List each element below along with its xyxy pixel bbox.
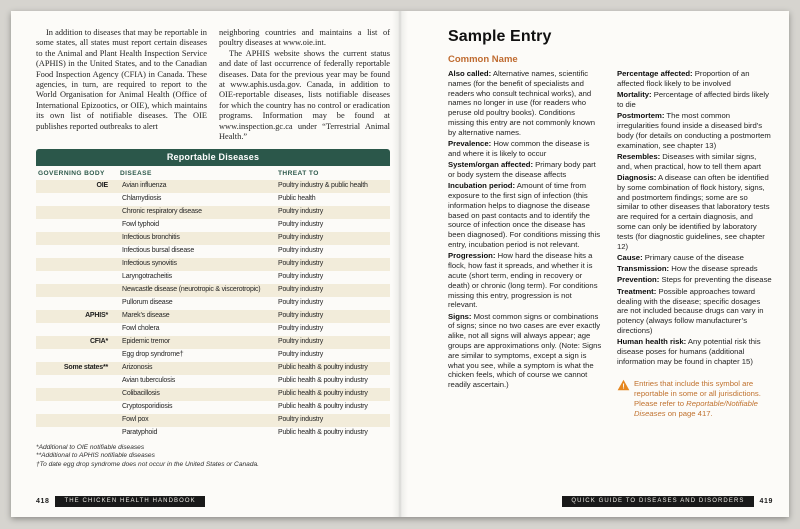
- entry-label: Progression:: [448, 251, 496, 261]
- entry: [617, 264, 772, 274]
- threat-cell: Poultry industry: [278, 260, 324, 268]
- entry-label: System/organ affected:: [448, 160, 534, 170]
- threat-cell: Public health & poultry industry: [278, 403, 368, 411]
- entry-text: Most common signs or combinations of signs; since no two cases are ever exactly alike, not all signs will always appear; age groups are approximations only. (Note: Signs are similar to symptoms, except a sign is what you see, while a symptom is what the chicken feels, which of course we cannot readily ascertain.): [448, 311, 602, 390]
- note-text-end: on page 417.: [665, 408, 713, 418]
- threat-cell: Poultry industry: [278, 221, 324, 229]
- entry-text: The most common irregularities found inside a diseased bird’s body (for details on conducting a postmortem examination, see chapter 13): [617, 111, 771, 150]
- threat-cell: Public health & poultry industry: [278, 429, 368, 437]
- entry: [448, 251, 603, 310]
- entry-text: Alternative names, scientific names (for the benefit of specialists and readers who consult technical works), and names no longer in use (for readers who peruse old poultry books). Conditions missing this entry are not commonly known by alternative names.: [448, 69, 595, 137]
- threat-cell: Poultry industry: [278, 286, 324, 294]
- table-footnotes: [36, 444, 390, 469]
- column-header-governing-body: GOVERNING BODY: [38, 169, 105, 177]
- threat-cell: Poultry industry: [278, 208, 324, 216]
- threat-cell: Poultry industry: [278, 273, 324, 281]
- footnote: **Additional to APHIS notifiable diseases: [36, 452, 155, 460]
- table-row: [36, 284, 390, 297]
- governing-body-cell: CFIA*: [89, 338, 108, 346]
- reportable-diseases-table: [36, 149, 390, 440]
- table-row: [36, 427, 390, 440]
- disease-cell: Fowl pox: [122, 416, 149, 424]
- entries-column-2: [617, 69, 772, 419]
- note-link-text: Reportable/Notifiable Diseases: [634, 398, 758, 418]
- page-number: 418: [36, 497, 50, 505]
- table-row: [36, 219, 390, 232]
- threat-cell: Poultry industry: [278, 299, 324, 307]
- reportable-note: [617, 379, 772, 419]
- entry-label: Incubation period:: [448, 181, 516, 191]
- disease-cell: Infectious bronchitis: [122, 234, 180, 242]
- disease-cell: Pullorum disease: [122, 299, 173, 307]
- entry-label: Resembles:: [617, 151, 661, 161]
- threat-cell: Poultry industry: [278, 234, 324, 242]
- entry-text: Diseases with similar signs, and, when practical, how to tell them apart: [617, 151, 762, 171]
- disease-cell: Infectious synovitis: [122, 260, 177, 268]
- entry-label: Mortality:: [617, 90, 652, 100]
- intro-paragraph-1: In addition to diseases that may be reportable in some states, all states must report certain diseases to the Animal and Plant Health Inspection Service (APHIS) in the United States, and to the Canadian Food Inspection Agency (CFIA) in Canada. These agencies, in turn, are required to report to the World Organisation for Animal Health (Office of International Epizootics, or OIE), which maintains its own list of notifiable diseases. The OIE publishes reported outbreaks to alert: [36, 28, 207, 131]
- entry-text: How the disease spreads: [671, 264, 758, 274]
- entry-text: A disease can often be identified by some combination of flock history, signs, and postmortem findings; some are so similar to other diseases that laboratory tests are required for a certain diagnosis, and some can only be identified by laboratory tests (for diagnostic guidelines, see chapter 12): [617, 172, 770, 251]
- intro-paragraph-3: The APHIS website shows the current status and date of last occurrence of federally reportable diseases. Data for the previous year may be found at www.aphis.usda.gov. Canada, in addition to OIE-reportable diseases, lists notifiable diseases for which the country has no control or eradication programs. Information may be found at www.inspection.gc.ca under “Terrestrial Animal Health.”: [219, 48, 390, 142]
- disease-cell: Chlamydiosis: [122, 195, 162, 203]
- table-header-row: [36, 166, 390, 180]
- entry-text: Primary cause of the disease: [644, 252, 744, 262]
- entry: [617, 173, 772, 251]
- table-title: Reportable Diseases: [36, 149, 390, 166]
- entry-label: Diagnosis:: [617, 172, 657, 182]
- disease-cell: Fowl typhoid: [122, 221, 159, 229]
- book-title-bar: THE CHICKEN HEALTH HANDBOOK: [55, 496, 204, 508]
- warning-icon: [617, 379, 630, 391]
- entry-label: Transmission:: [617, 264, 670, 274]
- right-footer: [562, 496, 773, 508]
- entry-text: Primary body part or body system the disease affects: [448, 160, 596, 179]
- entry-text: How hard the disease hits a flock, how fast it spreads, and whether it is acute (short term, ending in recovery or death) or chronic (long term). For conditions missing this entry, progression is not relevant.: [448, 251, 598, 310]
- disease-cell: Paratyphoid: [122, 429, 158, 437]
- section-title-bar: QUICK GUIDE TO DISEASES AND DISORDERS: [562, 496, 753, 508]
- disease-cell: Marek’s disease: [122, 312, 170, 320]
- entries-column-1: [448, 69, 603, 419]
- intro-paragraph-2: neighboring countries and maintains a list of poultry diseases at www.oie.int.: [219, 28, 390, 48]
- disease-cell: Newcastle disease (neurotropic & viscerotropic): [122, 286, 261, 294]
- table-row: [36, 310, 390, 323]
- page-title: Sample Entry: [448, 28, 552, 45]
- threat-cell: Public health: [278, 195, 316, 203]
- table-row: [36, 180, 390, 193]
- entry-label: Human health risk:: [617, 337, 687, 347]
- governing-body-cell: Some states**: [63, 364, 108, 372]
- table-row: [36, 401, 390, 414]
- entry-label: Postmortem:: [617, 111, 665, 121]
- threat-cell: Poultry industry & public health: [278, 182, 368, 190]
- note-text: Entries that include this symbol are reportable in some or all jurisdictions. Please refer to: [634, 378, 761, 408]
- entry: [617, 152, 772, 172]
- table-row: [36, 388, 390, 401]
- entry-label: Treatment:: [617, 286, 657, 296]
- sample-entry-columns: [448, 69, 772, 419]
- disease-cell: Chronic respiratory disease: [122, 208, 202, 216]
- disease-cell: Infectious bursal disease: [122, 247, 195, 255]
- threat-cell: Poultry industry: [278, 312, 324, 320]
- entry: [617, 275, 772, 285]
- table-row: [36, 362, 390, 375]
- table-row: [36, 232, 390, 245]
- intro-column-1: [36, 28, 207, 142]
- entry: [617, 337, 772, 366]
- entry: [448, 312, 603, 390]
- entry-text: Percentage of affected birds likely to die: [617, 90, 769, 109]
- disease-cell: Avian tuberculosis: [122, 377, 176, 385]
- entry: [617, 111, 772, 150]
- book-spread: [11, 11, 789, 517]
- entry: [617, 287, 772, 336]
- table-row: [36, 271, 390, 284]
- intro-column-2: [219, 28, 390, 142]
- disease-cell: Cryptosporidiosis: [122, 403, 173, 411]
- table-row: [36, 414, 390, 427]
- entry-text: Any potential risk this disease poses for humans (additional information may be found in chapter 15): [617, 337, 761, 366]
- entry-label: Prevalence:: [448, 139, 492, 149]
- disease-cell: Egg drop syndrome†: [122, 351, 184, 359]
- threat-cell: Poultry industry: [278, 325, 324, 333]
- table-row: [36, 206, 390, 219]
- disease-cell: Fowl cholera: [122, 325, 160, 333]
- entry: [448, 139, 603, 159]
- column-header-threat-to: THREAT TO: [278, 169, 319, 177]
- entry: [617, 253, 772, 263]
- threat-cell: Public health & poultry industry: [278, 377, 368, 385]
- table-row: [36, 375, 390, 388]
- table-row: [36, 258, 390, 271]
- footnote: *Additional to OIE notifiable diseases: [36, 443, 145, 451]
- threat-cell: Poultry industry: [278, 416, 324, 424]
- threat-cell: Poultry industry: [278, 351, 324, 359]
- entry: [448, 181, 603, 250]
- entry: [448, 69, 603, 138]
- column-header-disease: DISEASE: [120, 169, 152, 177]
- governing-body-cell: OIE: [96, 182, 108, 190]
- disease-cell: Epidemic tremor: [122, 338, 170, 346]
- threat-cell: Poultry industry: [278, 247, 324, 255]
- threat-cell: Poultry industry: [278, 338, 324, 346]
- table-row: [36, 323, 390, 336]
- entry: [448, 160, 603, 180]
- entry-text: Steps for preventing the disease: [661, 275, 772, 285]
- svg-text:!: !: [622, 382, 625, 391]
- entry-text: Proportion of an affected flock likely to be involved: [617, 69, 750, 88]
- disease-cell: Laryngotracheitis: [122, 273, 172, 281]
- entry-label: Cause:: [617, 252, 643, 262]
- disease-cell: Avian influenza: [122, 182, 167, 190]
- intro-section: [36, 28, 390, 142]
- entry-label: Percentage affected:: [617, 69, 693, 78]
- entry: [617, 90, 772, 110]
- page-number: 419: [759, 497, 773, 505]
- entries-list: [617, 69, 772, 367]
- table-body: [36, 180, 390, 440]
- entry-text: Possible approaches toward dealing with the disease; specific dosages are not included because drugs can vary in potency (always follow manufacturer’s directions): [617, 286, 764, 335]
- entry-text: How common the disease is and where it is likely to occur: [448, 139, 590, 158]
- table-row: [36, 193, 390, 206]
- table-row: [36, 336, 390, 349]
- entry-text: Amount of time from exposure to the first sign of infection (this information helps to diagnose the disease based on past contacts and to identify the source of infection once the disease has been diagnosed). For conditions missing this entry, incubation period is not relevant.: [448, 181, 601, 250]
- governing-body-cell: APHIS*: [85, 312, 108, 320]
- table-row: [36, 245, 390, 258]
- entry: [617, 69, 772, 89]
- disease-cell: Arizonosis: [122, 364, 153, 372]
- section-heading-common-name: Common Name: [448, 54, 518, 65]
- right-page: [400, 11, 789, 517]
- table-row: [36, 349, 390, 362]
- threat-cell: Public health & poultry industry: [278, 390, 368, 398]
- threat-cell: Public health & poultry industry: [278, 364, 368, 372]
- left-footer: [36, 496, 205, 508]
- entry-label: Signs:: [448, 311, 472, 321]
- disease-cell: Colibacillosis: [122, 390, 160, 398]
- entry-label: Also called:: [448, 69, 492, 78]
- left-page: [11, 11, 400, 517]
- entry-label: Prevention:: [617, 275, 660, 285]
- footnote: †To date egg drop syndrome does not occur in the United States or Canada.: [36, 460, 259, 468]
- table-row: [36, 297, 390, 310]
